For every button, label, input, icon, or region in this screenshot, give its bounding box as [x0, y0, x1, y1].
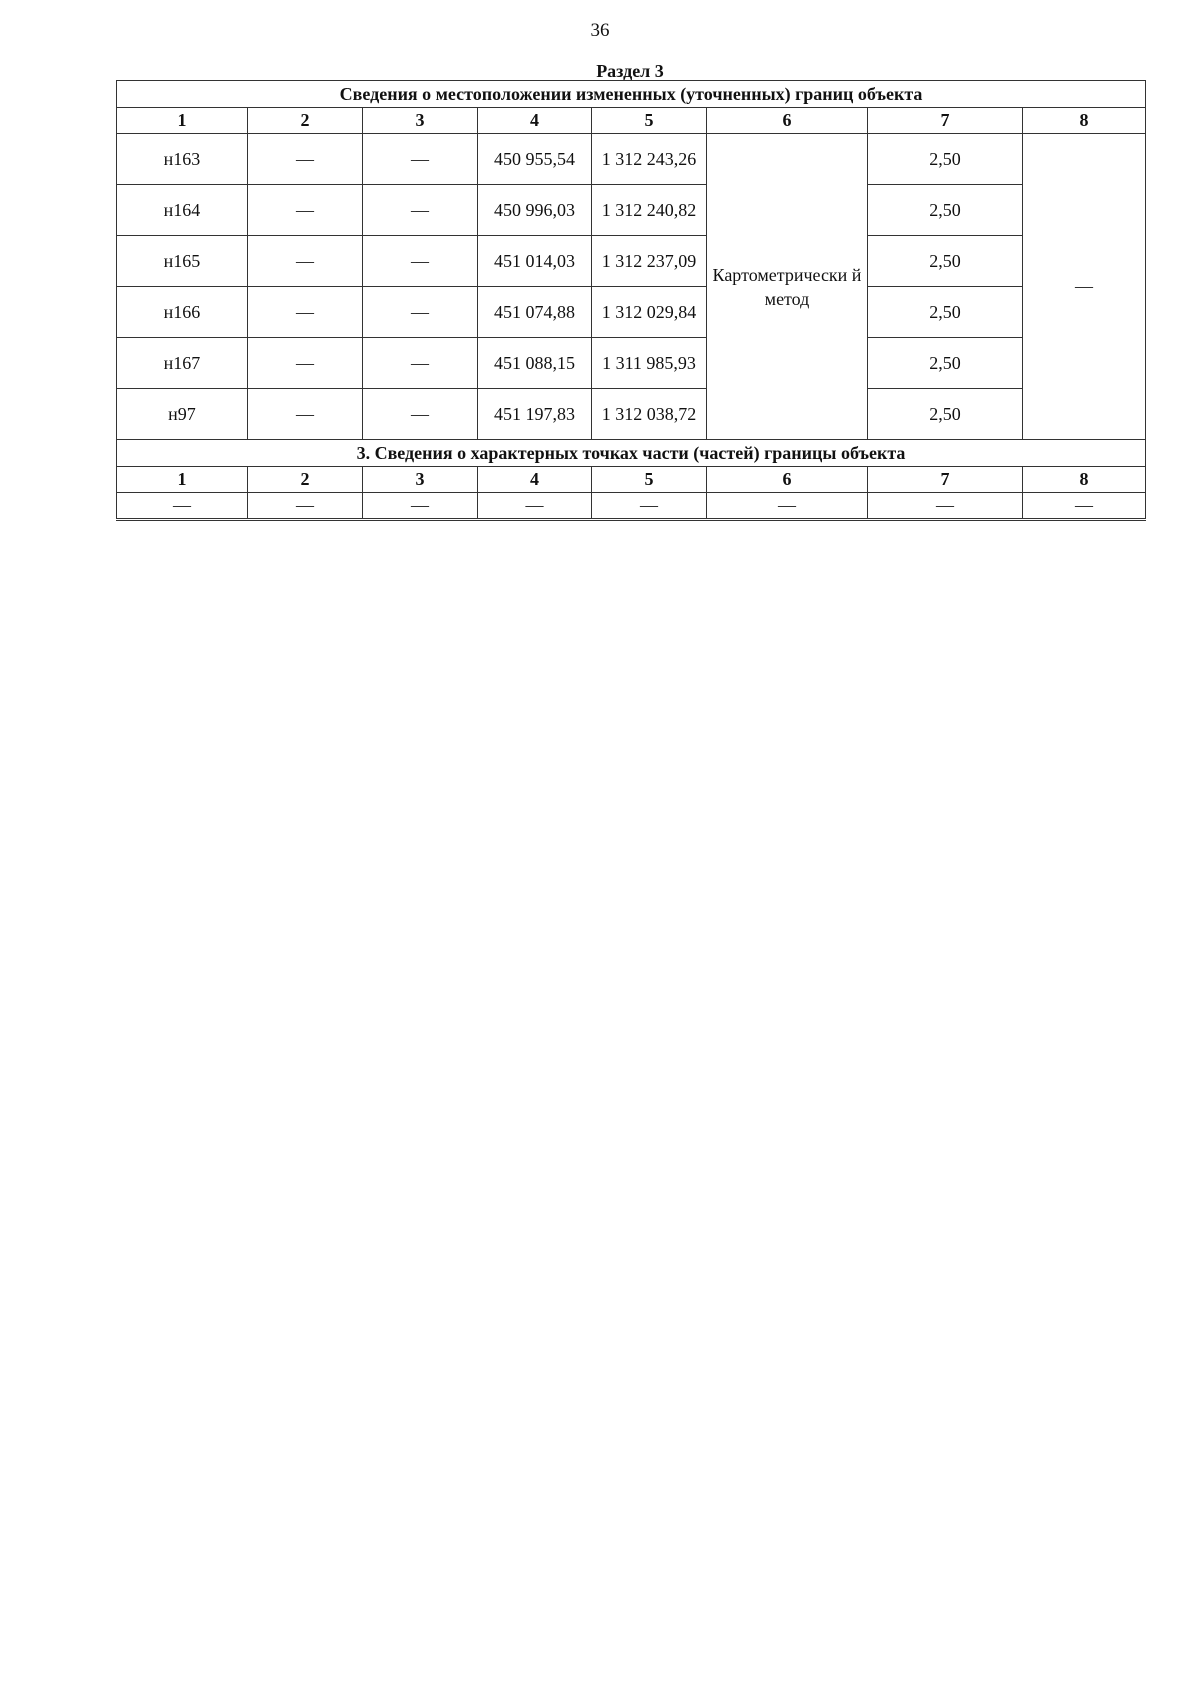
precision-value: 2,50 [868, 134, 1023, 185]
column-number: 2 [248, 467, 363, 493]
table-row [117, 389, 1146, 440]
y-coordinate: 1 312 029,84 [592, 287, 707, 338]
empty-value: — [248, 134, 363, 185]
column-number: 4 [478, 467, 592, 493]
column-number: 4 [478, 108, 592, 134]
y-coordinate: 1 311 985,93 [592, 338, 707, 389]
point-name: н164 [117, 185, 248, 236]
y-coordinate: 1 312 038,72 [592, 389, 707, 440]
column-number: 3 [363, 467, 478, 493]
point-name: н167 [117, 338, 248, 389]
column-number: 3 [363, 108, 478, 134]
table-row [117, 185, 1146, 236]
precision-value: 2,50 [868, 287, 1023, 338]
empty-value: — [117, 493, 248, 520]
point-name: н166 [117, 287, 248, 338]
x-coordinate: 451 014,03 [478, 236, 592, 287]
point-name: н97 [117, 389, 248, 440]
column-number: 8 [1023, 467, 1146, 493]
empty-value: — [248, 389, 363, 440]
empty-value: — [707, 493, 868, 520]
precision-value: 2,50 [868, 236, 1023, 287]
table1-caption: Сведения о местоположении измененных (уточненных) границ объекта [117, 81, 1146, 108]
empty-value: — [363, 338, 478, 389]
empty-value: — [1023, 493, 1146, 520]
column-number: 1 [117, 467, 248, 493]
precision-value: 2,50 [868, 338, 1023, 389]
x-coordinate: 451 074,88 [478, 287, 592, 338]
empty-value: — [478, 493, 592, 520]
table-row [117, 493, 1146, 520]
empty-value: — [248, 338, 363, 389]
column-number: 7 [868, 467, 1023, 493]
precision-value: 2,50 [868, 185, 1023, 236]
empty-value: — [363, 236, 478, 287]
empty-value: — [248, 185, 363, 236]
x-coordinate: 451 197,83 [478, 389, 592, 440]
table1-header-row [117, 108, 1146, 134]
precision-value: 2,50 [868, 389, 1023, 440]
method-cell: Картометрически й метод [707, 134, 868, 440]
x-coordinate: 450 955,54 [478, 134, 592, 185]
y-coordinate: 1 312 240,82 [592, 185, 707, 236]
y-coordinate: 1 312 237,09 [592, 236, 707, 287]
y-coordinate: 1 312 243,26 [592, 134, 707, 185]
column-number: 7 [868, 108, 1023, 134]
column-number: 6 [707, 108, 868, 134]
point-name: н165 [117, 236, 248, 287]
table2-header-row [117, 467, 1146, 493]
table-row [117, 134, 1146, 185]
page-number: 36 [590, 20, 610, 41]
empty-value: — [363, 185, 478, 236]
empty-value: — [592, 493, 707, 520]
table2-caption-row [117, 440, 1146, 467]
column-number: 6 [707, 467, 868, 493]
table-row [117, 338, 1146, 389]
empty-value: — [363, 134, 478, 185]
point-name: н163 [117, 134, 248, 185]
table-row [117, 287, 1146, 338]
empty-value: — [363, 287, 478, 338]
x-coordinate: 451 088,15 [478, 338, 592, 389]
empty-value: — [248, 287, 363, 338]
table1-caption-row [117, 81, 1146, 108]
column-number: 1 [117, 108, 248, 134]
boundary-table [116, 80, 1146, 521]
empty-value: — [868, 493, 1023, 520]
empty-value: — [248, 236, 363, 287]
empty-value: — [248, 493, 363, 520]
column-number: 5 [592, 108, 707, 134]
section-title: Раздел 3 [596, 61, 664, 81]
table-row [117, 236, 1146, 287]
x-coordinate: 450 996,03 [478, 185, 592, 236]
empty-value: — [363, 389, 478, 440]
column-number: 5 [592, 467, 707, 493]
table2-caption: 3. Сведения о характерных точках части (частей) границы объекта [117, 440, 1146, 467]
col8-value: — [1023, 134, 1146, 440]
empty-value: — [363, 493, 478, 520]
column-number: 8 [1023, 108, 1146, 134]
column-number: 2 [248, 108, 363, 134]
